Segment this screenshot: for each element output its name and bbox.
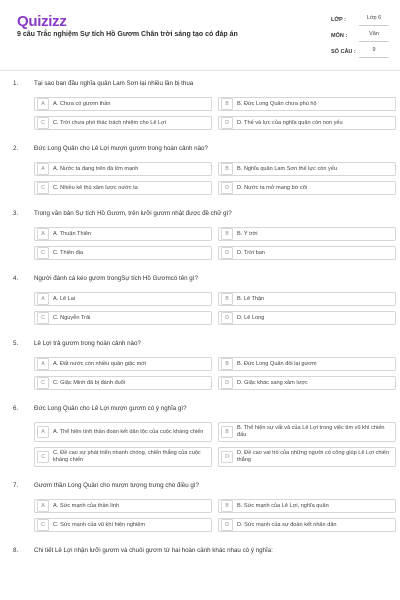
answer-option-a[interactable] xyxy=(34,227,212,241)
question-number: 7. xyxy=(13,482,19,489)
meta-row-class xyxy=(331,12,389,28)
option-letter-badge: C xyxy=(37,312,49,324)
question-number: 2. xyxy=(13,145,19,152)
question-header xyxy=(13,207,388,225)
answer-option-d[interactable] xyxy=(218,311,396,325)
option-letter-badge: B xyxy=(221,98,233,110)
option-letter-badge: C xyxy=(37,247,49,259)
question-spacer xyxy=(13,532,388,544)
option-text: B. Thể hiện sự vất vả của Lê Lợi trong việc tìm vũ khí chiến đấu xyxy=(237,425,385,438)
answer-option-c[interactable] xyxy=(34,246,212,260)
option-letter-badge: B xyxy=(221,228,233,240)
question-text: Lê Lợi trả gươm trong hoàn cảnh nào? xyxy=(34,340,141,347)
option-text: B. Nghĩa quân Lam Sơn thế lực còn yếu xyxy=(237,165,338,172)
option-letter-badge: C xyxy=(37,377,49,389)
answer-option-d[interactable] xyxy=(218,246,396,260)
question-header xyxy=(13,77,388,95)
option-text: D. Nước ta mở mang bờ cõi xyxy=(237,184,308,191)
option-text: D. Đề cao vai trò của những người có công giúp Lê Lợi chiến thắng xyxy=(237,450,389,463)
option-letter-badge: C xyxy=(37,182,49,194)
answer-option-a[interactable] xyxy=(34,292,212,306)
option-letter-badge: C xyxy=(37,451,49,463)
option-letter-badge: B xyxy=(221,163,233,175)
option-text: A. Chưa có gươm thần xyxy=(53,100,111,107)
option-text: B. Đức Long Quân chưa phù hộ xyxy=(237,100,317,107)
question-3 xyxy=(0,207,400,272)
answer-options xyxy=(13,227,388,260)
worksheet-header xyxy=(0,0,400,64)
question-text: Tại sao ban đầu nghĩa quân Lam Sơn lại nhiều lần bị thua xyxy=(34,80,194,87)
answer-option-b[interactable] xyxy=(218,227,396,241)
option-text: C. Nguyễn Trãi xyxy=(53,314,91,321)
question-4 xyxy=(0,272,400,337)
answer-options xyxy=(13,162,388,195)
answer-option-a[interactable] xyxy=(34,162,212,176)
option-text: D. Lê Long xyxy=(237,314,265,321)
option-text: C. Nhiều kẻ thù xâm lược nước ta xyxy=(53,184,138,191)
option-letter-badge: D xyxy=(221,247,233,259)
option-letter-badge: A xyxy=(37,98,49,110)
question-text: Đức Long Quân cho Lê Lợi mượn gươm có ý nghĩa gì? xyxy=(34,405,187,412)
answer-options xyxy=(13,357,388,390)
question-number: 8. xyxy=(13,547,19,554)
question-2 xyxy=(0,142,400,207)
answer-option-b[interactable] xyxy=(218,422,396,442)
option-letter-badge: A xyxy=(37,228,49,240)
option-letter-badge: D xyxy=(221,312,233,324)
option-text: C. Sức mạnh của vũ khí hiện nghiệm xyxy=(53,521,146,528)
option-letter-badge: C xyxy=(37,117,49,129)
option-text: D. Thế và lực của nghĩa quân còn non yếu xyxy=(237,119,343,126)
option-text: B. Ý trời xyxy=(237,230,258,237)
question-text: Người đánh cá kéo gươm trongSự tích Hồ Gươmcó tên gì? xyxy=(34,275,198,282)
option-letter-badge: B xyxy=(221,293,233,305)
question-header xyxy=(13,544,388,562)
option-letter-badge: B xyxy=(221,426,233,438)
option-text: B. Đức Long Quân đòi lại gươm xyxy=(237,360,317,367)
option-letter-badge: D xyxy=(221,117,233,129)
question-1 xyxy=(0,77,400,142)
answer-options xyxy=(13,292,388,325)
question-spacer xyxy=(13,467,388,479)
question-number: 4. xyxy=(13,275,19,282)
answer-option-b[interactable] xyxy=(218,499,396,513)
page-title: 9 câu Trắc nghiệm Sự tích Hồ Gươm Chân trời sáng tạo có đáp án xyxy=(17,31,238,38)
answer-option-a[interactable] xyxy=(34,499,212,513)
question-5 xyxy=(0,337,400,402)
meta-label: SỐ CÂU : xyxy=(331,49,356,55)
answer-option-d[interactable] xyxy=(218,447,396,467)
option-letter-badge: B xyxy=(221,500,233,512)
answer-option-d[interactable] xyxy=(218,518,396,532)
option-letter-badge: A xyxy=(37,358,49,370)
meta-value: Văn xyxy=(359,31,389,42)
question-text: Chi tiết Lê Lợi nhận lưỡi gươm và chuôi gươm từ hai hoàn cảnh khác nhau có ý nghĩa: xyxy=(34,547,273,554)
option-letter-badge: A xyxy=(37,293,49,305)
question-spacer xyxy=(13,562,388,574)
option-letter-badge: D xyxy=(221,519,233,531)
option-text: D. Giặc khác sang xâm lược xyxy=(237,379,308,386)
option-text: B. Sức mạnh của Lê Lợi, nghĩa quân xyxy=(237,502,329,509)
answer-option-d[interactable] xyxy=(218,376,396,390)
answer-option-a[interactable] xyxy=(34,357,212,371)
option-letter-badge: D xyxy=(221,377,233,389)
question-spacer xyxy=(13,260,388,272)
question-list xyxy=(0,77,400,574)
question-number: 3. xyxy=(13,210,19,217)
question-header xyxy=(13,272,388,290)
option-text: C. Giặc Minh đã bị đánh đuổi xyxy=(53,379,126,386)
answer-option-d[interactable] xyxy=(218,116,396,130)
question-header xyxy=(13,402,388,420)
question-header xyxy=(13,479,388,497)
question-spacer xyxy=(13,195,388,207)
option-letter-badge: B xyxy=(221,358,233,370)
option-text: C. Đề cao sự phát triển nhanh chóng, chiến thắng của cuộc kháng chiến xyxy=(53,450,201,463)
question-number: 1. xyxy=(13,80,19,87)
question-text: Gươm thần Long Quân cho mượn tượng trưng cho điều gì? xyxy=(34,482,199,489)
option-letter-badge: D xyxy=(221,451,233,463)
option-text: B. Lê Thận xyxy=(237,295,265,302)
meta-value: Lớp 6 xyxy=(359,15,389,26)
question-8 xyxy=(0,544,400,574)
question-spacer xyxy=(13,325,388,337)
option-text: A. Thể hiện tính thần đoàn kết dân tộc của cuộc kháng chiến xyxy=(53,428,204,435)
meta-row-count xyxy=(331,44,389,60)
answer-option-c[interactable] xyxy=(34,518,212,532)
option-letter-badge: A xyxy=(37,163,49,175)
option-text: A. Lê Lai xyxy=(53,295,76,302)
meta-label: LỚP : xyxy=(331,17,346,23)
answer-option-a[interactable] xyxy=(34,422,212,442)
option-text: D. Trời ban xyxy=(237,249,265,256)
answer-option-c[interactable] xyxy=(34,447,212,467)
answer-option-b[interactable] xyxy=(218,162,396,176)
option-letter-badge: D xyxy=(221,182,233,194)
option-text: C. Trời chưa phó thác trách nhiệm cho Lê Lợi xyxy=(53,119,167,126)
question-number: 6. xyxy=(13,405,19,412)
answer-option-d[interactable] xyxy=(218,181,396,195)
answer-option-b[interactable] xyxy=(218,292,396,306)
answer-options xyxy=(13,499,388,532)
worksheet-meta xyxy=(331,12,389,60)
meta-label: MÔN : xyxy=(331,33,348,39)
answer-option-b[interactable] xyxy=(218,97,396,111)
meta-row-subject xyxy=(331,28,389,44)
answer-option-c[interactable] xyxy=(34,311,212,325)
option-letter-badge: A xyxy=(37,500,49,512)
question-text: Đức Long Quân cho Lê Lợi mượn gươm trong hoàn cảnh nào? xyxy=(34,145,208,152)
answer-options xyxy=(13,422,388,467)
option-text: A. Đất nước còn nhiều quân giặc mới xyxy=(53,360,147,367)
header-divider xyxy=(0,70,400,71)
question-spacer xyxy=(13,130,388,142)
question-number: 5. xyxy=(13,340,19,347)
answer-option-c[interactable] xyxy=(34,376,212,390)
option-text: D. Sức mạnh của sự đoàn kết nhân dân xyxy=(237,521,337,528)
question-header xyxy=(13,337,388,355)
option-text: A. Nước ta đang trên đà lớn mạnh xyxy=(53,165,139,172)
option-text: C. Thiên địa xyxy=(53,249,84,256)
answer-option-b[interactable] xyxy=(218,357,396,371)
option-text: A. Sức mạnh của thần linh xyxy=(53,502,119,509)
option-text: A. Thuận Thiên xyxy=(53,230,92,237)
option-letter-badge: C xyxy=(37,519,49,531)
option-letter-badge: A xyxy=(37,426,49,438)
question-header xyxy=(13,142,388,160)
question-7 xyxy=(0,479,400,544)
question-spacer xyxy=(13,390,388,402)
question-6 xyxy=(0,402,400,479)
quizizz-logo[interactable]: Quizizz xyxy=(17,13,67,30)
answer-options xyxy=(13,97,388,130)
question-text: Trong văn bản Sự tích Hồ Gươm, trên lưỡi gươm nhặt được đề chữ gì? xyxy=(34,210,232,217)
meta-value: 9 xyxy=(359,47,389,58)
answer-option-c[interactable] xyxy=(34,116,212,130)
answer-option-c[interactable] xyxy=(34,181,212,195)
answer-option-a[interactable] xyxy=(34,97,212,111)
